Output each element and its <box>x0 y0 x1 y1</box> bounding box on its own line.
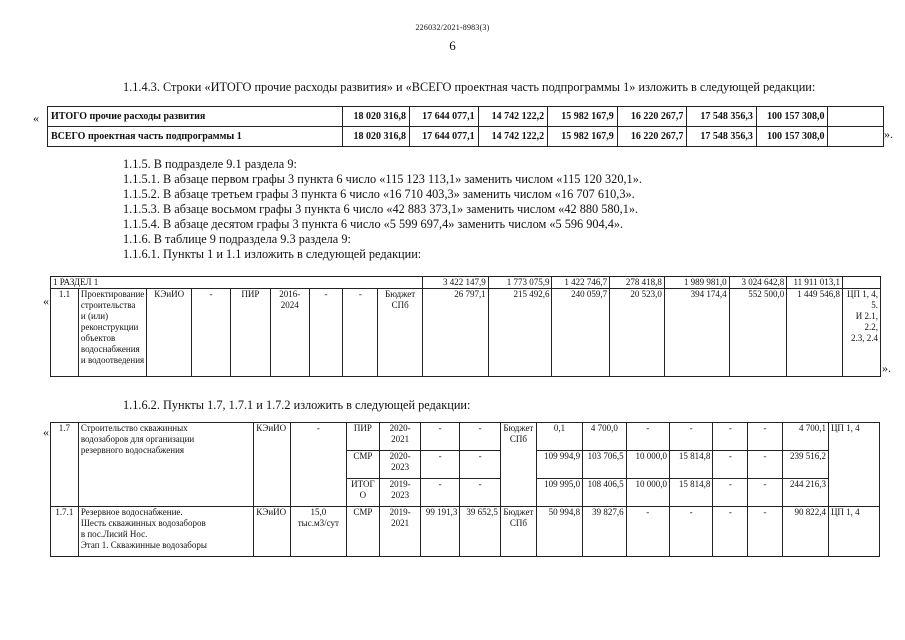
text-line: И 2.1, 2.2, <box>855 311 878 332</box>
text-line: 2020- <box>389 423 411 433</box>
cell: 109 994,9 <box>536 451 582 479</box>
cell: 17 548 356,3 <box>687 107 757 127</box>
power <box>291 507 346 557</box>
cell: 108 406,5 <box>583 479 626 507</box>
text-line: 2019- <box>389 507 411 517</box>
cell: 18 020 316,8 <box>343 107 410 127</box>
goals: ЦП 1, 4 <box>828 423 879 507</box>
text-line: СПб <box>391 300 409 310</box>
text-line: О <box>359 490 367 500</box>
power: - <box>192 289 231 377</box>
table-row <box>51 423 880 451</box>
cell: 244 216,3 <box>782 479 828 507</box>
cell: 100 157 308,0 <box>756 107 828 127</box>
cell: 1 989 981,0 <box>664 277 729 289</box>
text-line: Строительство скважинных <box>80 423 188 433</box>
executor: КЭиИО <box>254 423 291 507</box>
page-number: 6 <box>449 38 456 53</box>
text-line: водозаборов для организации <box>80 434 195 444</box>
cell: - <box>748 423 782 451</box>
cell: - <box>460 423 501 451</box>
text-line: Бюджет <box>385 289 416 299</box>
text-line: строительства <box>80 300 136 310</box>
paragraph-1-1-5-3: 1.1.5.3. В абзаце восьмом графы 3 пункта 6 число «42 883 373,1» заменить числом «42 880 580,1». <box>123 202 639 216</box>
cell <box>828 107 884 127</box>
text-line: в пос.Лисий Нос. <box>80 529 148 539</box>
text-line: Бюджет <box>503 507 534 517</box>
cell: 109 995,0 <box>536 479 582 507</box>
table-row <box>48 127 884 147</box>
totals-table <box>47 106 884 147</box>
period <box>380 451 421 479</box>
period <box>380 507 421 557</box>
cell: 15 814,8 <box>669 451 712 479</box>
cell: 394 174,4 <box>664 289 729 377</box>
table-row <box>51 289 881 377</box>
cell: - <box>460 479 501 507</box>
text-line: Резервное водоснабжение. <box>80 507 183 517</box>
cell: 18 020 316,8 <box>343 127 410 147</box>
cell: - <box>420 423 460 451</box>
cell: 16 220 267,7 <box>617 107 687 127</box>
item-name <box>78 507 253 557</box>
cell: - <box>420 451 460 479</box>
table-row <box>51 507 880 557</box>
text-line: 2024 <box>280 300 299 310</box>
text-line: реконструкции <box>80 322 139 332</box>
cell: 16 220 267,7 <box>617 127 687 147</box>
cell: - <box>626 423 669 451</box>
cell: 50 994,8 <box>536 507 582 557</box>
text-line: Этап 1. Скважинные водозаборы <box>80 540 207 550</box>
cell: 240 059,7 <box>552 289 610 377</box>
cell: - <box>713 451 748 479</box>
cell: - <box>748 507 782 557</box>
cell: 17 644 077,1 <box>410 127 479 147</box>
cell <box>828 127 884 147</box>
text-line: 2023 <box>391 490 410 500</box>
text-line: тыс.м3/сут <box>297 518 339 528</box>
funding-source <box>500 423 536 507</box>
cell: 10 000,0 <box>626 451 669 479</box>
text-line: СПб <box>509 518 527 528</box>
text-line: 2021 <box>391 434 410 444</box>
item-number: 1.1 <box>51 289 79 377</box>
stage <box>346 479 380 507</box>
cell: - <box>748 451 782 479</box>
section-row <box>51 277 881 289</box>
text-line: резервного водоснабжения <box>80 445 185 455</box>
paragraph-1-1-4-3: 1.1.4.3. Строки «ИТОГО прочие расходы развития» и «ВСЕГО проектная часть подпрограммы 1» изложить в следующей редакции: <box>123 80 816 94</box>
executor: КЭиИО <box>254 507 291 557</box>
quote-open: « <box>33 111 39 125</box>
text-line: 2.3, 2.4 <box>851 333 878 343</box>
paragraph-1-1-5-4: 1.1.5.4. В абзаце десятом графы 3 пункта 6 число «5 599 697,4» заменить числом «5 596 904,4». <box>123 217 624 231</box>
stage: ПИР <box>230 289 270 377</box>
text-line: Шесть скважинных водозаборов <box>80 518 206 528</box>
cell: - <box>713 479 748 507</box>
cell: 1 773 075,9 <box>488 277 552 289</box>
cell: - <box>669 423 712 451</box>
cell: - <box>713 507 748 557</box>
row-label: ИТОГО прочие расходы развития <box>48 107 343 127</box>
executor: КЭиИО <box>147 289 192 377</box>
cell: - <box>669 507 712 557</box>
item-name <box>78 289 146 377</box>
cell: - <box>626 507 669 557</box>
cell: 17 644 077,1 <box>410 107 479 127</box>
period <box>380 479 421 507</box>
cell: 10 000,0 <box>626 479 669 507</box>
text-line: 2019- <box>389 479 411 489</box>
cell: 278 418,8 <box>610 277 665 289</box>
text-line: Проектирование <box>80 289 145 299</box>
text-line: 2023 <box>391 462 410 472</box>
cell: 90 822,4 <box>782 507 828 557</box>
cell: 14 742 122,2 <box>478 107 548 127</box>
cell: 3 024 642,8 <box>729 277 787 289</box>
paragraph-1-1-6-2: 1.1.6.2. Пункты 1.7, 1.7.1 и 1.7.2 изложить в следующей редакции: <box>123 398 471 412</box>
text-line: и (или) <box>80 311 109 321</box>
cell: 1 449 546,8 <box>787 289 843 377</box>
cell: 3 422 147,9 <box>423 277 489 289</box>
text-line: и водоотведения <box>80 355 145 365</box>
section-label: 1 РАЗДЕЛ 1 <box>51 277 423 289</box>
cell: 552 500,0 <box>729 289 787 377</box>
goals <box>843 289 881 377</box>
stage: ПИР <box>346 423 380 451</box>
funding-source <box>500 507 536 557</box>
cell: 215 492,6 <box>488 289 552 377</box>
table-row <box>48 107 884 127</box>
cell: 17 548 356,3 <box>687 127 757 147</box>
paragraph-1-1-5: 1.1.5. В подразделе 9.1 раздела 9: <box>123 157 297 171</box>
period <box>380 423 421 451</box>
cell: - <box>748 479 782 507</box>
cell: - <box>460 451 501 479</box>
funding-source <box>378 289 423 377</box>
items-table <box>50 422 880 557</box>
cell: 11 911 013,1 <box>787 277 843 289</box>
row-label: ВСЕГО проектная часть подпрограммы 1 <box>48 127 343 147</box>
text-line: 2020- <box>389 451 411 461</box>
item-name <box>78 423 253 507</box>
quote-open: « <box>43 294 49 308</box>
paragraph-1-1-6-1: 1.1.6.1. Пункты 1 и 1.1 изложить в следующей редакции: <box>123 247 422 261</box>
quote-open: « <box>43 425 49 439</box>
goals: ЦП 1, 4 <box>828 507 879 557</box>
cell: - <box>343 289 378 377</box>
item-number: 1.7 <box>51 423 79 507</box>
cell: 99 191,3 <box>420 507 460 557</box>
cell: - <box>420 479 460 507</box>
cell <box>843 277 881 289</box>
cell: 4 700,0 <box>583 423 626 451</box>
text-line: ИТОГ <box>351 479 375 489</box>
paragraph-1-1-5-2: 1.1.5.2. В абзаце третьем графы 3 пункта 6 число «16 710 403,3» заменить числом «16 707 610,3». <box>123 187 635 201</box>
text-line: 2021 <box>391 518 410 528</box>
cell: 239 516,2 <box>782 451 828 479</box>
cell: 15 982 167,9 <box>548 107 618 127</box>
text-line: Бюджет <box>503 423 534 433</box>
cell: 1 422 746,7 <box>552 277 610 289</box>
cell: 39 827,6 <box>583 507 626 557</box>
text-line: 15,0 <box>310 507 327 517</box>
stage: СМР <box>346 451 380 479</box>
quote-close: ». <box>884 127 893 141</box>
text-line: 2016- <box>279 289 301 299</box>
power: - <box>291 423 346 507</box>
cell: 103 706,5 <box>583 451 626 479</box>
cell: - <box>309 289 343 377</box>
paragraph-1-1-5-1: 1.1.5.1. В абзаце первом графы 3 пункта 6 число «115 123 113,1» заменить числом «115 120 320,1». <box>123 172 642 186</box>
cell: 15 982 167,9 <box>548 127 618 147</box>
cell: 39 652,5 <box>460 507 501 557</box>
cell: 15 814,8 <box>669 479 712 507</box>
cell: 100 157 308,0 <box>756 127 828 147</box>
item-number: 1.7.1 <box>51 507 79 557</box>
text-line: водоснабжения <box>80 344 140 354</box>
section-table <box>50 276 881 377</box>
cell: 26 797,1 <box>423 289 489 377</box>
document-id: 226032/2021-8983(3) <box>415 23 490 32</box>
text-line: СПб <box>509 434 527 444</box>
cell: 4 700,1 <box>782 423 828 451</box>
text-line: объектов <box>80 333 116 343</box>
cell: 0,1 <box>536 423 582 451</box>
cell: 14 742 122,2 <box>478 127 548 147</box>
text-line: ЦП 1, 4, 5. <box>847 289 878 310</box>
quote-close: ». <box>882 361 891 375</box>
period <box>270 289 309 377</box>
cell: - <box>713 423 748 451</box>
cell: 20 523,0 <box>610 289 665 377</box>
stage: СМР <box>346 507 380 557</box>
paragraph-1-1-6: 1.1.6. В таблице 9 подраздела 9.3 раздела 9: <box>123 232 351 246</box>
